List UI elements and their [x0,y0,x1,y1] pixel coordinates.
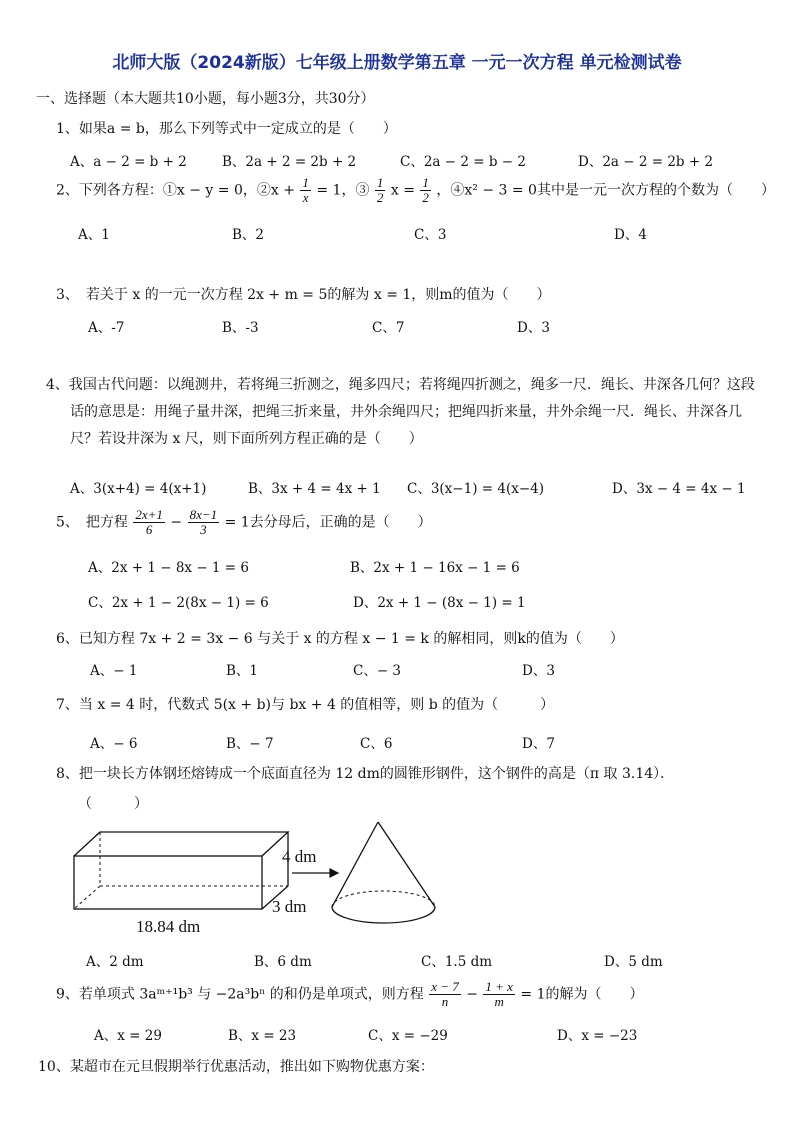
box-hidden-edge-3 [74,886,100,909]
q6-option-c[interactable]: C、− 3 [353,663,402,679]
q2-mid-2: x = [390,182,415,199]
q8-option-d[interactable]: D、5 dm [604,954,663,970]
q2-fraction-1: $\frac{1}{x}$ [302,175,309,205]
q6-option-b[interactable]: B、1 [226,663,259,679]
q9-fraction-2: $\frac{1 + x}{m}$ [485,979,513,1009]
q3-option-c[interactable]: C、7 [372,320,405,336]
q5-suffix: = 1去分母后，正确的是（ ） [224,514,432,531]
q1-option-d[interactable]: D、2a − 2 = 2b + 2 [578,154,714,170]
question-7-stem: 7、当 x = 4 时，代数式 5(x + b)与 bx + 4 的值相等，则 b 的值为（ ） [56,697,555,713]
cone-left-edge [332,822,378,907]
q9-prefix: 9、若单项式 3aᵐ⁺¹b³ 与 −2a³bⁿ 的和仍是单项式，则方程 [56,986,424,1003]
q5-prefix: 5、 把方程 [56,514,128,531]
q4-option-a[interactable]: A、3(x+4) = 4(x+1) [70,481,207,497]
q5-option-b[interactable]: B、2x + 1 − 16x − 1 = 6 [350,560,520,576]
q8-option-b[interactable]: B、6 dm [254,954,312,970]
transform-arrow-head [330,869,338,877]
q2-option-d[interactable]: D、4 [614,227,647,243]
q5-option-d[interactable]: D、2x + 1 − (8x − 1) = 1 [353,595,526,611]
cone-base-front [332,907,435,923]
q7-option-c[interactable]: C、6 [360,736,393,752]
question-9-stem [56,980,643,1009]
q1-option-c[interactable]: C、2a − 2 = b − 2 [400,154,526,170]
section-heading: 一、选择题（本大题共10小题，每小题3分，共30分） [36,91,375,107]
q3-option-d[interactable]: D、3 [517,320,550,336]
q9-suffix: = 1的解为（ ） [520,986,644,1003]
box-top-face [74,832,288,856]
question-10-stem: 10、某超市在元旦假期举行优惠活动，推出如下购物优惠方案： [38,1059,434,1075]
q5-option-a[interactable]: A、2x + 1 − 8x − 1 = 6 [88,560,249,576]
q5-fraction-1: $\frac{2x+1}{6}$ [135,507,163,537]
q3-option-b[interactable]: B、-3 [222,320,259,336]
page-title: 北师大版（2024新版）七年级上册数学第五章 一元一次方程 单元检测试卷 [112,53,682,73]
q6-option-d[interactable]: D、3 [522,663,555,679]
question-3-stem: 3、 若关于 x 的一元一次方程 2x + m = 5的解为 x = 1，则m的值为（ ） [56,287,551,303]
cone-base-back [332,891,435,907]
box-height-label: 4 dm [282,847,317,866]
q9-fraction-1: $\frac{x - 7}{n}$ [431,979,459,1009]
q5-minus: − [170,514,183,531]
q6-option-a[interactable]: A、− 1 [90,663,138,679]
q7-option-b[interactable]: B、− 7 [226,736,274,752]
q5-fraction-2: $\frac{8x-1}{3}$ [189,507,218,537]
q9-option-c[interactable]: C、x = −29 [368,1028,448,1044]
q3-option-a[interactable]: A、-7 [88,320,125,336]
q2-option-c[interactable]: C、3 [414,227,447,243]
q8-figure [60,818,450,940]
question-4-stem: 4、我国古代问题：以绳测井，若将绳三折测之，绳多四尺；若将绳四折测之，绳多一尺．绳长、井深各几何？这段话的意思是：用绳子量井深，把绳三折来量，井外余绳四尺；把绳四折来量，井外余绳一尺．绳长、井深各几尺？若设井深为 x 尺，则下面所列方程正确的是（ ） [46,377,755,447]
q9-option-b[interactable]: B、x = 23 [228,1028,297,1044]
question-5-stem [56,508,432,537]
q9-minus: − [466,986,478,1003]
q4-option-d[interactable]: D、3x − 4 = 4x − 1 [612,481,746,497]
question-8-stem: 8、把一块长方体钢坯熔铸成一个底面直径为 12 dm的圆锥形钢件，这个钢件的高是（π 取 3.14）． [56,766,675,782]
q2-fraction-3: $\frac{1}{2}$ [422,175,429,205]
q2-prefix: 2、下列各方程：①x − y = 0，②x + [56,182,295,199]
cone-right-edge [378,822,435,907]
q8-answer-blank: （ ） [78,796,148,812]
q2-suffix: ，④x² − 3 = 0其中是一元一次方程的个数为（ ） [436,182,775,199]
question-1-stem: 1、如果a = b，那么下列等式中一定成立的是（ ） [56,121,397,137]
q9-option-d[interactable]: D、x = −23 [557,1028,638,1044]
question-2-stem [56,176,775,205]
q2-option-a[interactable]: A、1 [78,227,110,243]
q8-option-a[interactable]: A、2 dm [86,954,144,970]
q1-option-b[interactable]: B、2a + 2 = 2b + 2 [222,154,357,170]
q4-option-b[interactable]: B、3x + 4 = 4x + 1 [248,481,381,497]
q9-option-a[interactable]: A、x = 29 [94,1028,162,1044]
box-depth-label: 3 dm [272,897,307,916]
q4-option-c[interactable]: C、3(x−1) = 4(x−4) [407,481,544,497]
q2-option-b[interactable]: B、2 [232,227,265,243]
q2-fraction-2: $\frac{1}{2}$ [376,175,384,205]
q8-option-c[interactable]: C、1.5 dm [421,954,493,970]
q7-option-d[interactable]: D、7 [522,736,555,752]
question-6-stem: 6、已知方程 7x + 2 = 3x − 6 与关于 x 的方程 x − 1 = k 的解相同，则k的值为（ ） [56,631,624,647]
q2-mid-1: = 1，③ [316,182,370,199]
q1-option-a[interactable]: A、a − 2 = b + 2 [70,154,187,170]
box-front-face [74,856,262,909]
q5-option-c[interactable]: C、2x + 1 − 2(8x − 1) = 6 [88,595,269,611]
box-length-label: 18.84 dm [136,917,201,936]
q7-option-a[interactable]: A、− 6 [90,736,138,752]
